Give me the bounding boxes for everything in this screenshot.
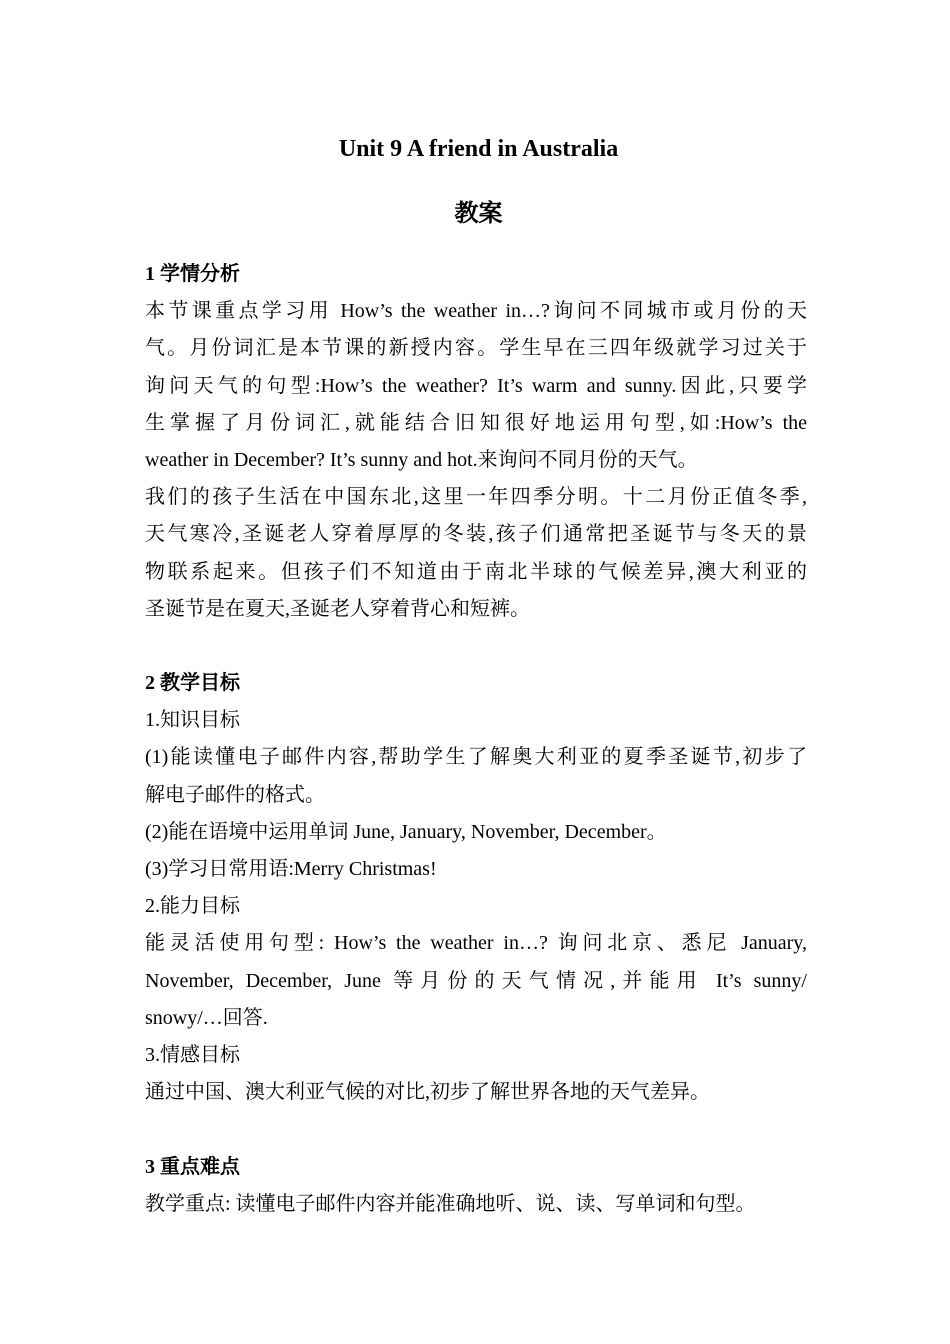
paragraph-line: 解电子邮件的格式。 bbox=[145, 783, 325, 806]
paragraph-line: (3)学习日常用语:Merry Christmas! bbox=[145, 858, 437, 880]
document-title: Unit 9 A friend in Australia bbox=[338, 136, 619, 162]
paragraph-line: 生掌握了月份词汇,就能结合旧知很好地运用句型,如:How’s the bbox=[145, 411, 807, 434]
blank-line bbox=[145, 628, 807, 665]
paragraph-line: weather in December? It’s sunny and hot.来询问不同月份的天气。 bbox=[145, 448, 698, 471]
paragraph-line: snowy/…回答. bbox=[145, 1006, 268, 1029]
paragraph-line: 询问天气的句型:How’s the weather? It’s warm and sunny.因此,只要学 bbox=[145, 374, 807, 397]
document-body bbox=[145, 256, 807, 1223]
paragraph-line: 3.情感目标 bbox=[145, 1043, 240, 1066]
paragraph-line: 圣诞节是在夏天,圣诞老人穿着背心和短裤。 bbox=[145, 597, 530, 620]
paragraph-line: 物联系起来。但孩子们不知道由于南北半球的气候差异,澳大利亚的 bbox=[145, 560, 807, 583]
paragraph-line: November, December, June 等月份的天气情况,并能用 It’s sunny/ bbox=[145, 969, 807, 992]
paragraph-line: 天气寒冷,圣诞老人穿着厚厚的冬装,孩子们通常把圣诞节与冬天的景 bbox=[145, 523, 807, 546]
paragraph-line: 我们的孩子生活在中国东北,这里一年四季分明。十二月份正值冬季, bbox=[145, 486, 807, 509]
document-content bbox=[145, 128, 807, 1223]
section-heading-key-points: 3 重点难点 bbox=[145, 1155, 240, 1178]
paragraph-line: (1)能读懂电子邮件内容,帮助学生了解奥大利亚的夏季圣诞节,初步了 bbox=[145, 746, 807, 769]
document-subtitle: 教案 bbox=[454, 201, 503, 227]
paragraph-line: 本节课重点学习用 How’s the weather in…?询问不同城市或月份的天 bbox=[145, 300, 807, 323]
paragraph-line: 2.能力目标 bbox=[145, 895, 240, 918]
paragraph-line: (2)能在语境中运用单词 June, January, November, December。 bbox=[145, 820, 667, 843]
paragraph-line: 教学重点: 读懂电子邮件内容并能准确地听、说、读、写单词和句型。 bbox=[145, 1192, 756, 1215]
paragraph-line: 气。月份词汇是本节课的新授内容。学生早在三四年级就学习过关于 bbox=[145, 337, 807, 360]
paragraph-line: 通过中国、澳大利亚气候的对比,初步了解世界各地的天气差异。 bbox=[145, 1081, 710, 1104]
section-heading-teaching-objectives: 2 教学目标 bbox=[145, 672, 240, 695]
paragraph-line: 1.知识目标 bbox=[145, 709, 240, 732]
section-heading-learning-analysis: 1 学情分析 bbox=[145, 263, 240, 285]
paragraph-line: 能灵活使用句型: How’s the weather in…? 询问北京、悉尼 January, bbox=[145, 932, 807, 955]
blank-line bbox=[145, 1111, 807, 1148]
